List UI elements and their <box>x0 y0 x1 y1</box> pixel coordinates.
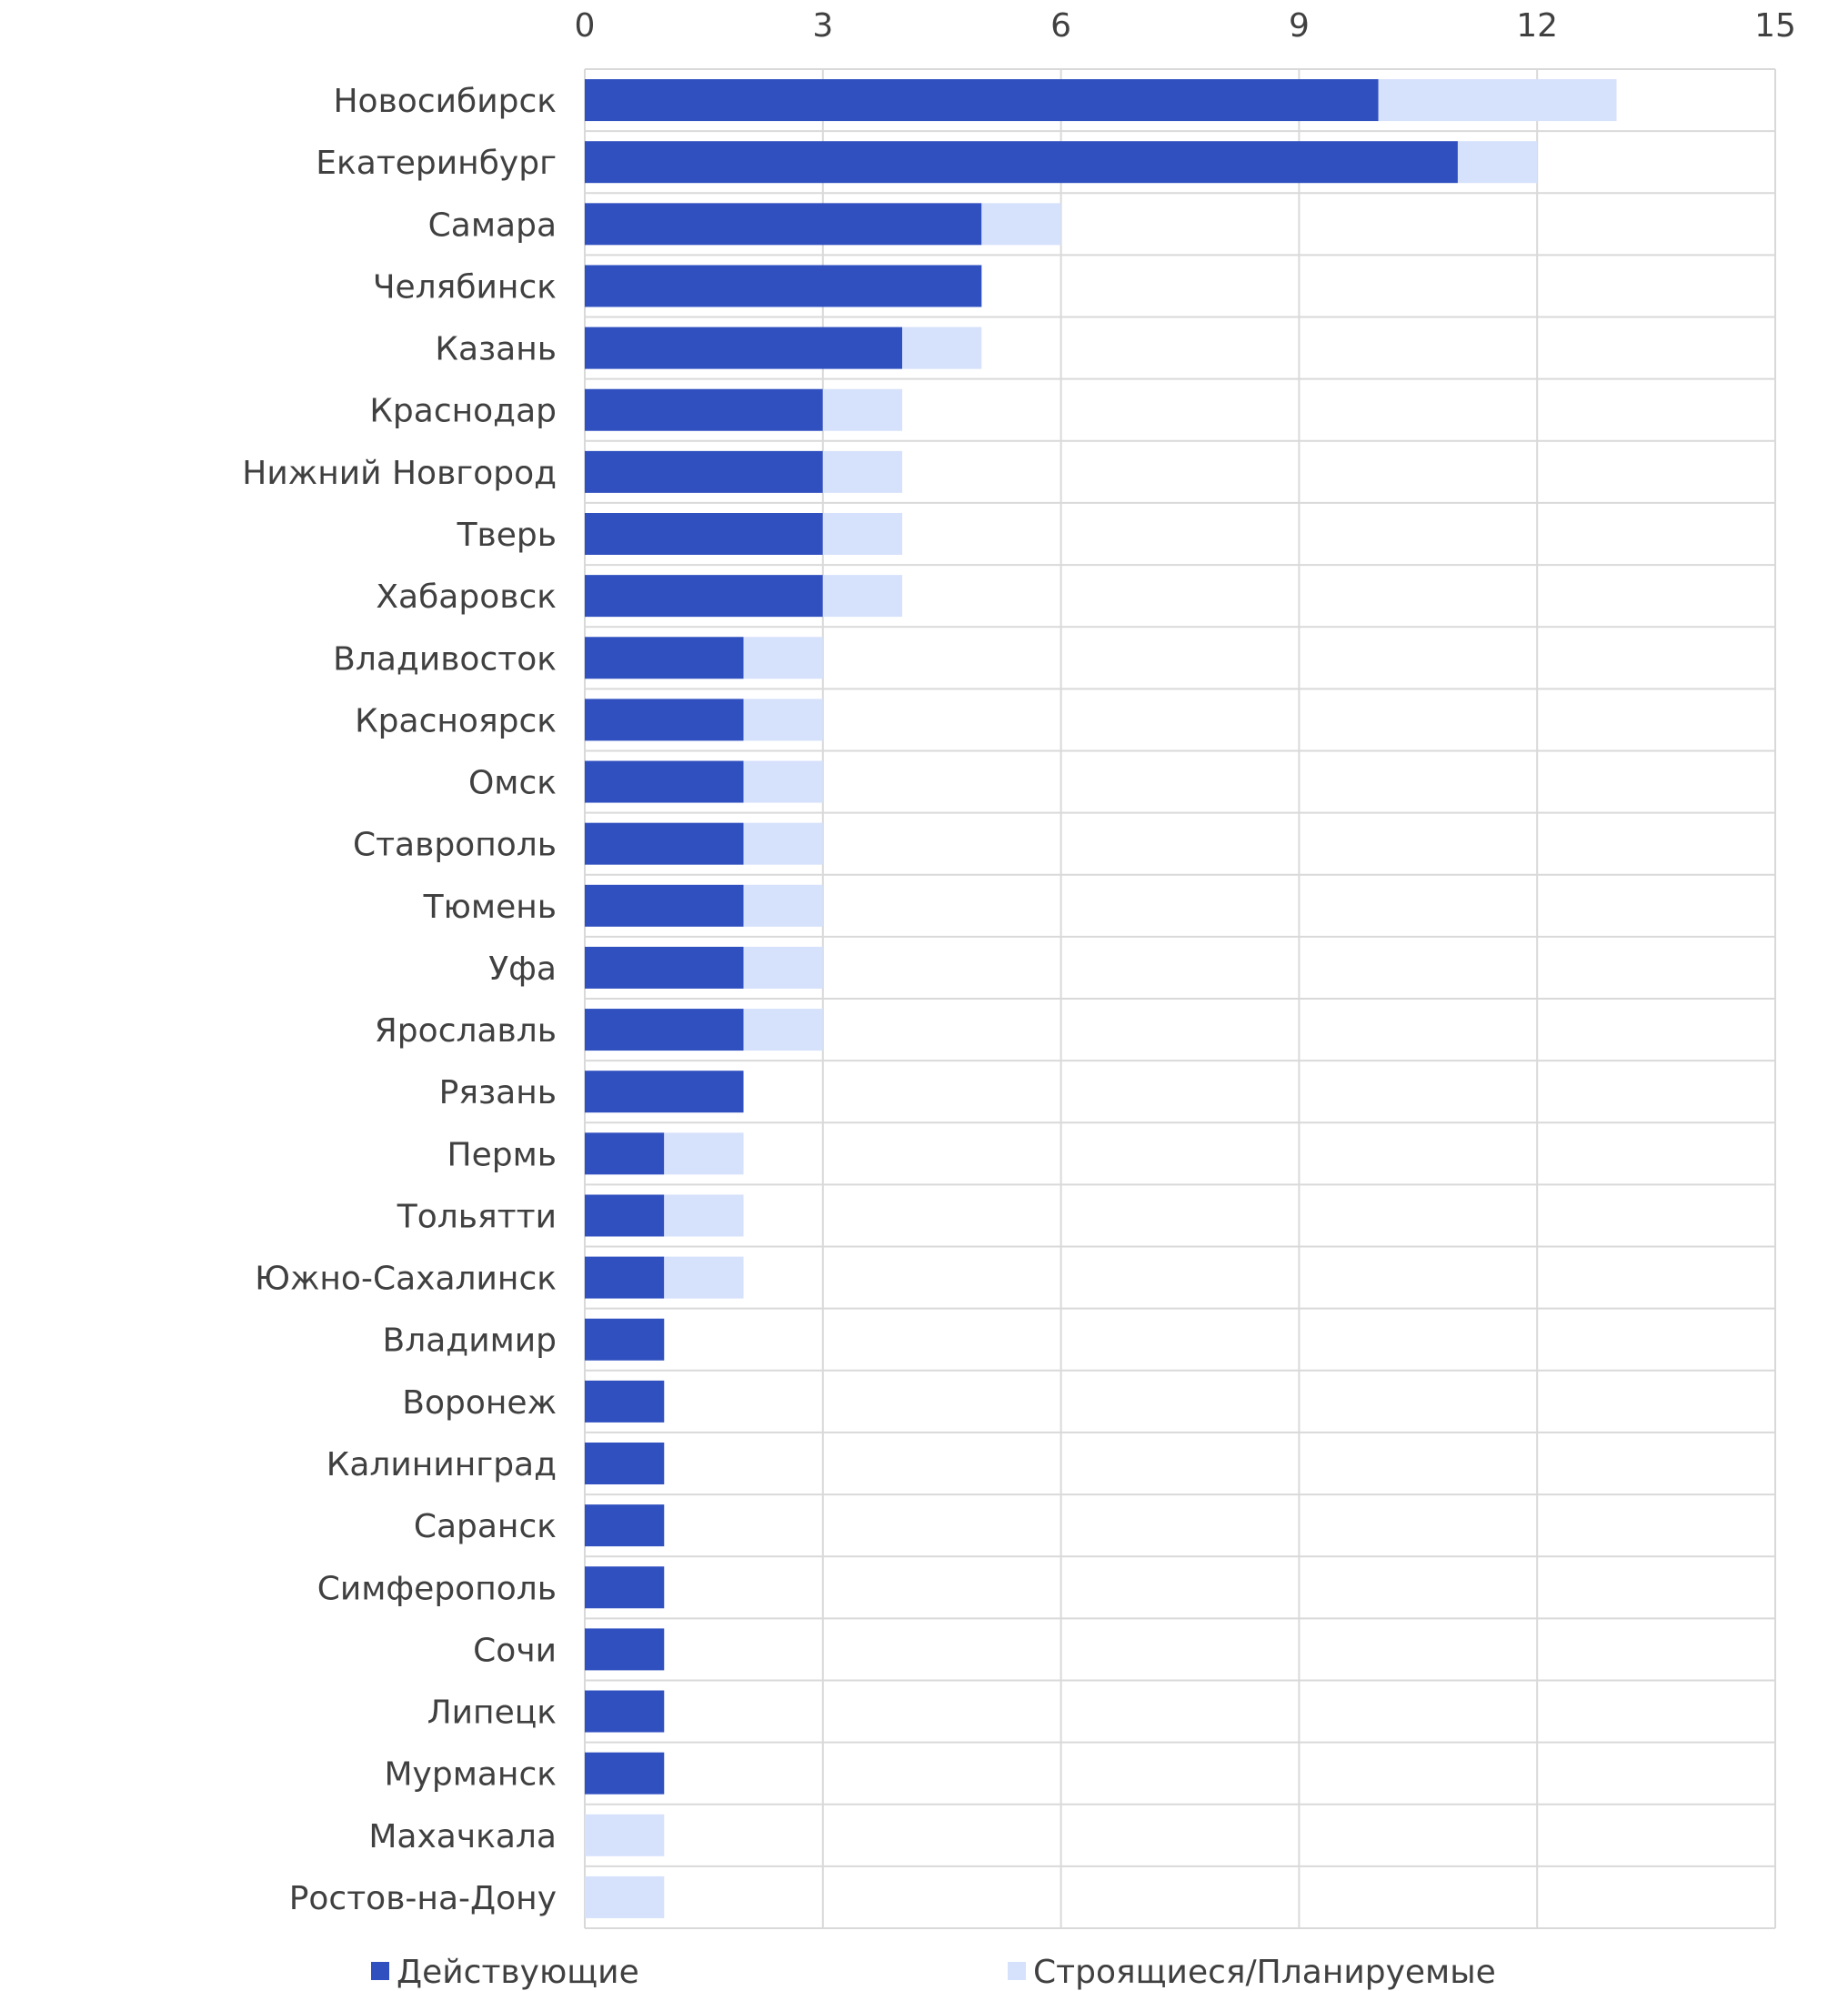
category-label: Владивосток <box>333 640 557 679</box>
x-tick-label: 9 <box>1288 7 1310 45</box>
bar-segment-planned <box>744 637 823 679</box>
bar-segment-operating <box>585 1194 664 1236</box>
bar-segment-planned <box>902 327 981 369</box>
x-tick-label: 0 <box>574 7 596 45</box>
x-tick-label: 15 <box>1754 7 1796 45</box>
category-label: Владимир <box>382 1322 557 1360</box>
x-axis-ticks <box>575 7 1796 45</box>
category-label: Хабаровск <box>376 578 557 617</box>
category-label: Новосибирск <box>333 83 557 121</box>
bar-segment-planned <box>823 451 902 493</box>
category-label: Пермь <box>447 1136 557 1174</box>
bar-segment-operating <box>585 885 744 927</box>
bar-segment-planned <box>744 947 823 989</box>
category-label: Самара <box>427 206 557 245</box>
category-label: Рязань <box>438 1074 557 1112</box>
category-label: Екатеринбург <box>316 145 557 183</box>
x-tick-label: 6 <box>1050 7 1072 45</box>
bar-segment-operating <box>585 575 823 617</box>
bar-segment-planned <box>664 1132 743 1174</box>
legend <box>371 1954 1496 1991</box>
bar-segment-operating <box>585 1753 664 1795</box>
bar-segment-operating <box>585 1319 664 1361</box>
bar-segment-planned <box>744 823 823 865</box>
category-label: Ростов-на-Дону <box>288 1879 557 1917</box>
category-label: Тольятти <box>397 1198 557 1236</box>
x-tick-label: 12 <box>1516 7 1559 45</box>
category-label: Липецк <box>427 1694 557 1732</box>
bar-segment-planned <box>981 203 1060 245</box>
bar-segment-planned <box>585 1876 664 1918</box>
bar-segment-planned <box>1379 79 1617 121</box>
bar-segment-operating <box>585 1566 664 1608</box>
category-label: Воронеж <box>402 1383 557 1422</box>
category-labels <box>242 83 557 1917</box>
bar-segment-operating <box>585 761 744 803</box>
bar-segment-operating <box>585 637 744 679</box>
bar-segment-planned <box>744 885 823 927</box>
category-label: Ярославль <box>374 1012 557 1051</box>
legend-swatch-planned <box>1008 1962 1026 1980</box>
bar-segment-operating <box>585 1257 664 1299</box>
bar-segment-operating <box>585 1009 744 1051</box>
bar-segment-operating <box>585 1691 664 1733</box>
legend-label-operating: Действующие <box>397 1954 639 1991</box>
legend-label-planned: Строящиеся/Планируемые <box>1033 1954 1496 1991</box>
bar-segment-operating <box>585 1071 744 1112</box>
category-label: Челябинск <box>372 268 557 307</box>
bar-segment-operating <box>585 1628 664 1670</box>
category-label: Уфа <box>488 950 557 988</box>
bar-segment-operating <box>585 203 981 245</box>
bar-segment-operating <box>585 1132 664 1174</box>
category-label: Казань <box>435 330 557 368</box>
category-label: Махачкала <box>368 1817 557 1855</box>
category-label: Омск <box>467 764 557 802</box>
bar-segment-operating <box>585 389 823 431</box>
x-tick-label: 3 <box>812 7 834 45</box>
category-label: Нижний Новгород <box>242 454 557 492</box>
category-label: Калининград <box>326 1446 557 1483</box>
category-label: Южно-Сахалинск <box>255 1260 557 1298</box>
bar-segment-planned <box>664 1194 743 1236</box>
bar-segment-operating <box>585 451 823 493</box>
legend-swatch-operating <box>371 1962 389 1980</box>
category-label: Мурманск <box>384 1755 557 1794</box>
category-label: Сочи <box>473 1632 557 1670</box>
bar-segment-operating <box>585 513 823 555</box>
bar-segment-operating <box>585 699 744 740</box>
bar-segment-planned <box>744 1009 823 1051</box>
bar-segment-planned <box>1458 141 1537 183</box>
bar-segment-planned <box>744 699 823 740</box>
bar-segment-operating <box>585 79 1379 121</box>
category-label: Тверь <box>457 517 557 554</box>
bar-segment-planned <box>823 389 902 431</box>
bar-segment-operating <box>585 265 981 307</box>
bar-segment-planned <box>664 1257 743 1299</box>
bar-segment-operating <box>585 1381 664 1423</box>
category-label: Саранск <box>413 1508 557 1546</box>
bar-segment-operating <box>585 141 1458 183</box>
category-label: Красноярск <box>355 702 557 740</box>
category-label: Краснодар <box>369 392 557 430</box>
bar-segment-operating <box>585 1443 664 1484</box>
category-label: Ставрополь <box>352 826 557 864</box>
bar-segment-operating <box>585 327 902 369</box>
category-label: Симферополь <box>316 1570 557 1608</box>
bar-segment-planned <box>823 513 902 555</box>
bar-segment-operating <box>585 823 744 865</box>
bar-segment-planned <box>585 1815 664 1856</box>
category-label: Тюмень <box>423 888 557 926</box>
bar-segment-planned <box>823 575 902 617</box>
bar-segment-operating <box>585 1504 664 1546</box>
bar-segment-operating <box>585 947 744 989</box>
bar-segment-planned <box>744 761 823 803</box>
